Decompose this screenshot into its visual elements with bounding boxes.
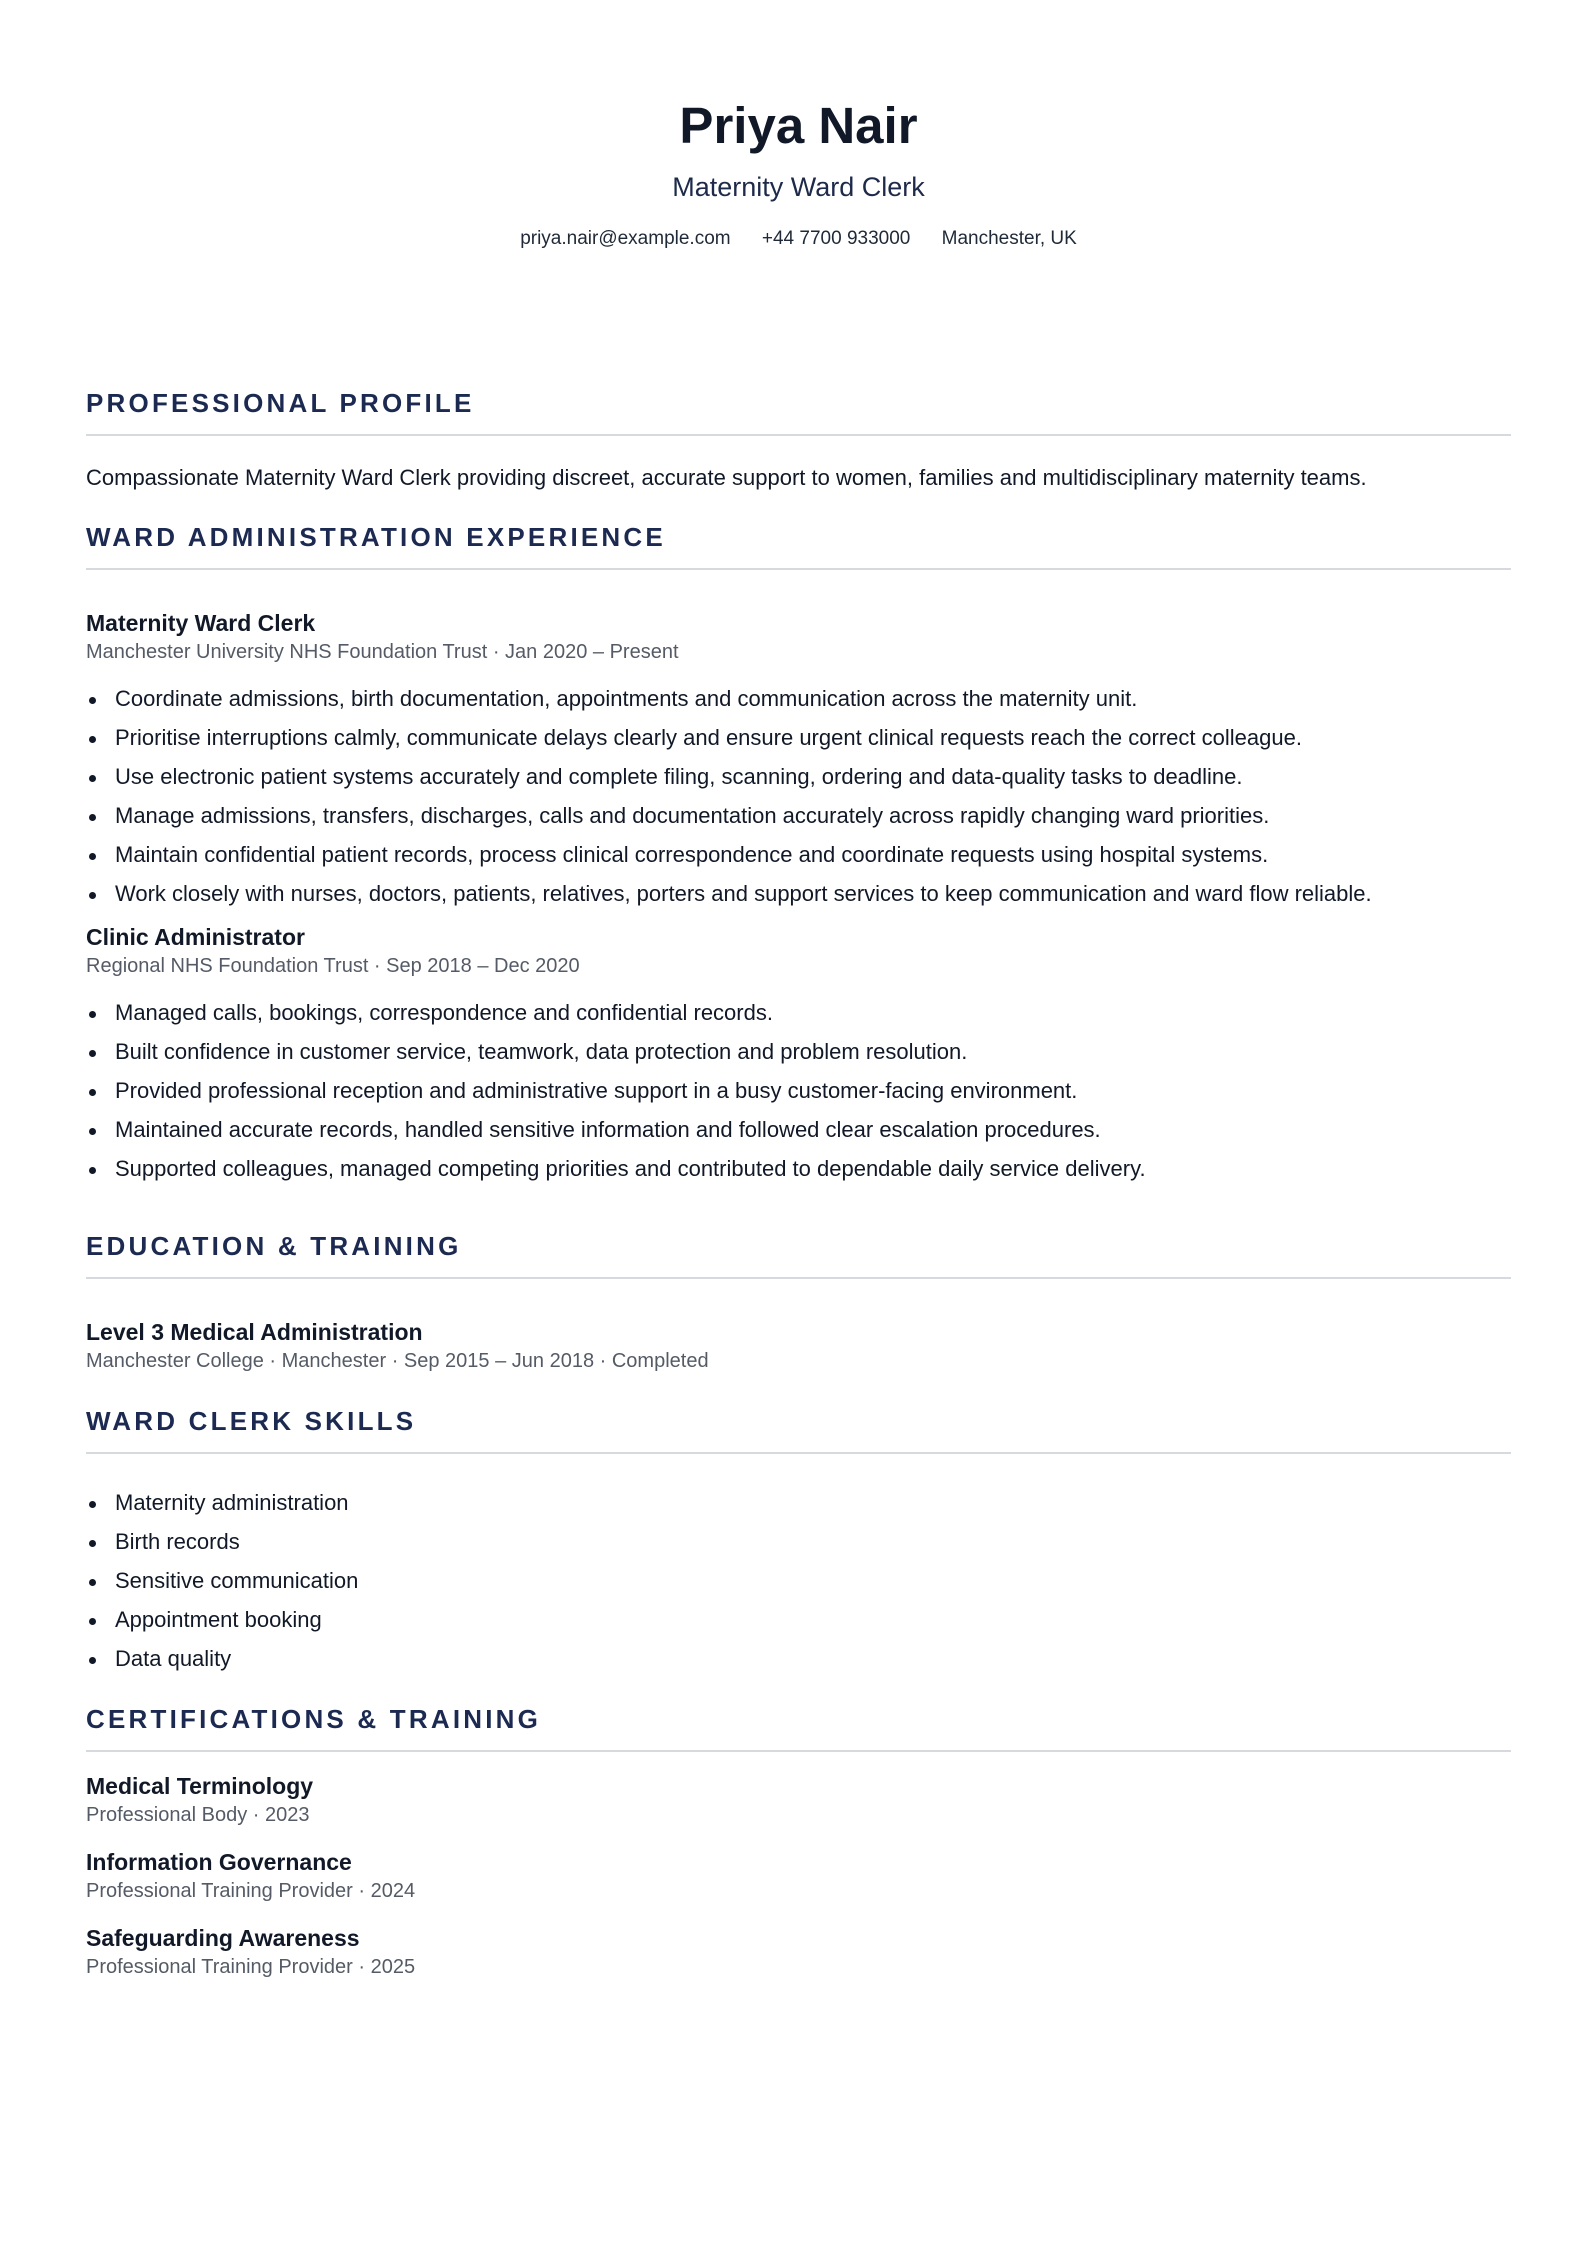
section-divider [86, 568, 1511, 570]
profile-summary: Compassionate Maternity Ward Clerk providing discreet, accurate support to women, families and multidisciplinary maternity teams. [86, 465, 1367, 490]
list-item: Prioritise interruptions calmly, communicate delays clearly and ensure urgent clinical requests reach the correct colleague. [86, 723, 1511, 762]
certification-entry [86, 1847, 1511, 1905]
candidate-title: Maternity Ward Clerk [672, 172, 925, 202]
certification-title: Medical Terminology [86, 1773, 314, 1799]
certification-title: Information Governance [86, 1849, 352, 1875]
certification-title: Safeguarding Awareness [86, 1925, 360, 1951]
job-bullets [86, 998, 1511, 1193]
contact-email[interactable]: priya.nair@example.com [520, 228, 731, 249]
skill-item: Appointment booking [86, 1605, 1511, 1644]
contact-phone[interactable]: +44 7700 933000 [761, 228, 911, 249]
skill-item: Birth records [86, 1527, 1511, 1566]
list-item: Provided professional reception and administrative support in a busy customer-facing environment. [86, 1076, 1511, 1115]
section-divider [86, 1750, 1511, 1752]
certification-entry [86, 1771, 1511, 1829]
job-entry [86, 922, 1511, 1193]
section-heading: WARD ADMINISTRATION EXPERIENCE [86, 522, 666, 552]
section-heading: PROFESSIONAL PROFILE [86, 388, 475, 418]
skill-item: Sensitive communication [86, 1566, 1511, 1605]
list-item: Use electronic patient systems accurately and complete filing, scanning, ordering and data-quality tasks to deadline. [86, 762, 1511, 801]
job-meta: Regional NHS Foundation Trust · Sep 2018 – Dec 2020 [86, 955, 580, 977]
job-meta: Manchester University NHS Foundation Trust · Jan 2020 – Present [86, 641, 679, 663]
certification-meta: Professional Body · 2023 [86, 1804, 310, 1826]
list-item: Supported colleagues, managed competing priorities and contributed to dependable daily service delivery. [86, 1154, 1511, 1193]
section-heading: EDUCATION & TRAINING [86, 1231, 462, 1261]
contact-line [86, 226, 1511, 252]
section-heading: WARD CLERK SKILLS [86, 1406, 417, 1436]
list-item: Work closely with nurses, doctors, patients, relatives, porters and support services to keep communication and ward flow reliable. [86, 879, 1511, 918]
list-item: Built confidence in customer service, teamwork, data protection and problem resolution. [86, 1037, 1511, 1076]
section-divider [86, 1277, 1511, 1279]
list-item: Coordinate admissions, birth documentation, appointments and communication across the maternity unit. [86, 684, 1511, 723]
job-title: Maternity Ward Clerk [86, 610, 316, 636]
skill-item: Data quality [86, 1644, 1511, 1683]
job-title: Clinic Administrator [86, 924, 305, 950]
education-entry [86, 1317, 1511, 1375]
list-item: Maintain confidential patient records, process clinical correspondence and coordinate requests using hospital systems. [86, 840, 1511, 879]
job-entry [86, 608, 1511, 918]
job-bullets [86, 684, 1511, 918]
certification-entry [86, 1923, 1511, 1981]
section-certifications [86, 1702, 1511, 1981]
certification-meta: Professional Training Provider · 2024 [86, 1880, 416, 1902]
section-heading: CERTIFICATIONS & TRAINING [86, 1704, 542, 1734]
candidate-name: Priya Nair [679, 97, 918, 154]
certification-meta: Professional Training Provider · 2025 [86, 1956, 416, 1978]
list-item: Manage admissions, transfers, discharges, calls and documentation accurately across rapidly changing ward priorities. [86, 801, 1511, 840]
section-education [86, 1229, 1511, 1375]
resume-header [86, 92, 1511, 252]
list-item: Managed calls, bookings, correspondence and confidential records. [86, 998, 1511, 1037]
contact-location: Manchester, UK [941, 228, 1077, 249]
section-profile [86, 386, 1511, 493]
section-divider [86, 1452, 1511, 1454]
skills-list [86, 1488, 1511, 1683]
education-meta: Manchester College · Manchester · Sep 2015 – Jun 2018 · Completed [86, 1350, 709, 1372]
skill-item: Maternity administration [86, 1488, 1511, 1527]
section-divider [86, 434, 1511, 436]
section-experience [86, 520, 1511, 1193]
list-item: Maintained accurate records, handled sensitive information and followed clear escalation procedures. [86, 1115, 1511, 1154]
education-title: Level 3 Medical Administration [86, 1319, 423, 1345]
section-skills [86, 1404, 1511, 1683]
